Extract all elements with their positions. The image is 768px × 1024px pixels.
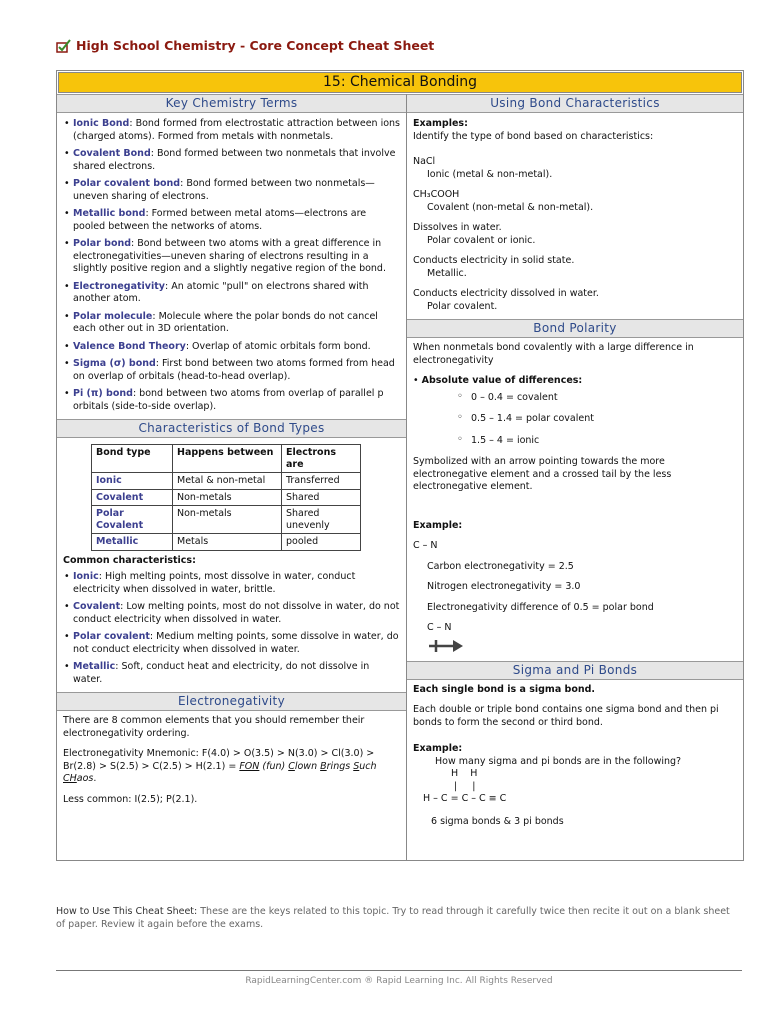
footer-divider <box>56 970 742 971</box>
common-characteristics-label: Common characteristics: <box>63 554 196 566</box>
table-cell: Shared unevenly <box>282 506 361 534</box>
table-cell: Metals <box>173 534 282 551</box>
table-cell: Ionic <box>92 473 173 490</box>
sigma-answer: 6 sigma bonds & 3 pi bonds <box>431 815 564 827</box>
cheat-sheet <box>56 70 744 861</box>
section-heading-characteristics: Characteristics of Bond Types <box>57 419 406 438</box>
column-header: Bond type <box>92 445 173 473</box>
list-item: • Sigma (σ) bond: First bond between two atoms formed from head on overlap of orbitals (head-to-head overlap). <box>63 358 400 383</box>
table-cell: Non-metals <box>173 506 282 534</box>
common-characteristics-list <box>63 571 400 686</box>
list-item: • Ionic: High melting points, most dissolve in water, conduct electricity when dissolved in water, brittle. <box>63 571 400 596</box>
sigma-single-note: Each single bond is a sigma bond. <box>413 683 596 695</box>
table-row <box>92 489 361 506</box>
table-cell: Metal & non-metal <box>173 473 282 490</box>
column-header: Electrons are <box>282 445 361 473</box>
list-item: ◦ 0 – 0.4 = covalent <box>413 392 737 405</box>
electronegativity-mnemonic: Electronegativity Mnemonic: F(4.0) > O(3.5) > N(3.0) > Cl(3.0) > Br(2.8) > S(2.5) > C(2.5) > H(2.1) = FON (fun) Clown Brings Such CHaos. <box>63 748 377 784</box>
column-header: Happens between <box>173 445 282 473</box>
table-cell: Transferred <box>282 473 361 490</box>
list-item: CH₃COOH Covalent (non-metal & non-metal). <box>413 189 594 213</box>
polarity-line: Electronegativity difference of 0.5 = polar bond <box>427 601 654 613</box>
table-row <box>92 506 361 534</box>
sigma-multi-note: Each double or triple bond contains one sigma bond and then pi bonds to form the second or third bond. <box>413 704 719 728</box>
polarity-intro: When nonmetals bond covalently with a large difference in electronegativity <box>413 342 694 366</box>
table-header-row <box>92 445 361 473</box>
list-item: • Pi (π) bond: bond between two atoms from overlap of parallel p orbitals (side-to-side overlap). <box>63 388 400 413</box>
table-row <box>92 473 361 490</box>
using-intro: Identify the type of bond based on characteristics: <box>413 130 654 142</box>
left-column <box>57 94 407 860</box>
list-item: Dissolves in water. Polar covalent or ionic. <box>413 222 536 246</box>
list-item: ◦ 1.5 – 4 = ionic <box>413 435 737 448</box>
list-item: • Metallic bond: Formed between metal atoms—electrons are pooled between the networks of atoms. <box>63 208 400 233</box>
list-item: • Metallic: Soft, conduct heat and electricity, do not dissolve in water. <box>63 661 400 686</box>
list-item: • Polar bond: Bond between two atoms with a great difference in electronegativities—uneven sharing of electrons resulting in a slightly positive region and a slightly negative region of the bond. <box>63 238 400 276</box>
table-cell: Metallic <box>92 534 173 551</box>
list-item: • Ionic Bond: Bond formed from electrostatic attraction between ions (charged atoms). Formed from metals with nonmetals. <box>63 118 400 143</box>
table-cell: Polar Covalent <box>92 506 173 534</box>
list-item: • Covalent: Low melting points, most do not dissolve in water, do not conduct electricity when dissolved in water. <box>63 601 400 626</box>
section-heading-electronegativity: Electronegativity <box>57 692 406 711</box>
section-heading-polarity: Bond Polarity <box>407 319 743 338</box>
polarity-pair: C – N <box>413 540 438 551</box>
structure-h-row: H H <box>451 768 478 779</box>
how-to-use-note: How to Use This Cheat Sheet: These are the keys related to this topic. Try to read through it carefully twice then recite it out on a blank sheet of paper. Review it again before the exams. <box>56 906 730 930</box>
list-item: • Valence Bond Theory: Overlap of atomic orbitals form bond. <box>63 341 400 354</box>
electronegativity-intro: There are 8 common elements that you should remember their electronegativity ordering. <box>63 715 365 739</box>
list-item: • Covalent Bond: Bond formed between two nonmetals that involve shared electrons. <box>63 148 400 173</box>
list-item: Conducts electricity dissolved in water. Polar covalent. <box>413 288 599 312</box>
polarity-symbolized: Symbolized with an arrow pointing towards the more electronegative element and a crossed tail by the less electronegative element. <box>413 456 672 492</box>
table-cell: Covalent <box>92 489 173 506</box>
section-heading-sigma-pi: Sigma and Pi Bonds <box>407 661 743 680</box>
table-cell: Shared <box>282 489 361 506</box>
list-item: Conducts electricity in solid state. Metallic. <box>413 255 575 279</box>
sigma-question: How many sigma and pi bonds are in the following? <box>435 755 682 767</box>
right-column <box>407 94 743 860</box>
table-row <box>92 534 361 551</box>
polarity-ranges-list <box>413 392 737 448</box>
polarity-example-label: Example: <box>413 519 463 531</box>
list-item: ◦ 0.5 – 1.4 = polar covalent <box>413 413 737 426</box>
section-heading-using: Using Bond Characteristics <box>407 94 743 113</box>
list-item: NaCl Ionic (metal & non-metal). <box>413 156 553 180</box>
list-item: • Polar covalent: Medium melting points, some dissolve in water, do not conduct electricity when dissolved in water. <box>63 631 400 656</box>
page-header <box>56 38 434 53</box>
structure-bars-row: | | <box>454 780 476 792</box>
section-heading-key-terms: Key Chemistry Terms <box>57 94 406 113</box>
list-item: • Electronegativity: An atomic "pull" on electrons shared with another atom. <box>63 281 400 306</box>
dipole-arrow-icon <box>427 639 467 653</box>
bond-types-table <box>91 444 361 551</box>
copyright-text: RapidLearningCenter.com ® Rapid Learning Inc. All Rights Reserved <box>245 976 553 986</box>
page-title: High School Chemistry - Core Concept Cheat Sheet <box>76 38 435 53</box>
list-item: • Polar covalent bond: Bond formed between two nonmetals—uneven sharing of electrons. <box>63 178 400 203</box>
table-cell: pooled <box>282 534 361 551</box>
checkmark-logo-icon <box>56 39 72 53</box>
polarity-line: Carbon electronegativity = 2.5 <box>427 560 574 572</box>
key-terms-list <box>63 118 400 413</box>
list-item: • Polar molecule: Molecule where the polar bonds do not cancel each other out in 3D orientation. <box>63 311 400 336</box>
polarity-line: Nitrogen electronegativity = 3.0 <box>427 581 581 592</box>
table-cell: Non-metals <box>173 489 282 506</box>
structure-main-row: H – C = C – C ≡ C <box>423 793 507 804</box>
polarity-pair-2: C – N <box>427 622 452 633</box>
sigma-example-label: Example: <box>413 743 463 754</box>
topic-banner: 15: Chemical Bonding <box>58 72 742 93</box>
electronegativity-less-common: Less common: I(2.5); P(2.1). <box>63 793 198 805</box>
abs-value-label: • Absolute value of differences: <box>413 375 583 386</box>
examples-label: Examples: <box>413 118 468 129</box>
